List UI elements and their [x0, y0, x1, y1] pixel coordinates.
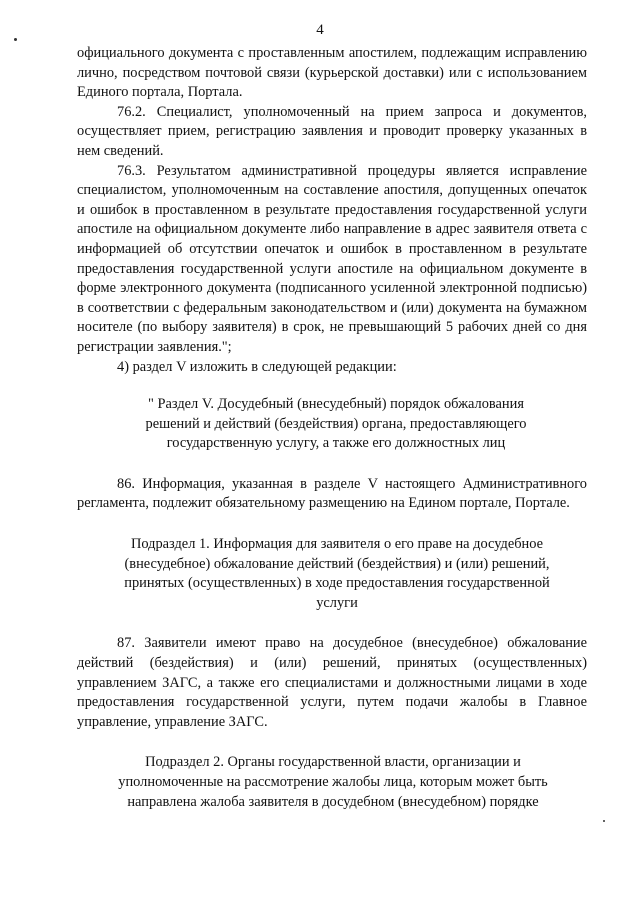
scan-speck [603, 820, 605, 822]
scan-speck [14, 38, 17, 41]
paragraph-86: 86. Информация, указанная в разделе V настоящего Административного регламента, подлежит обязательному размещению на Едином портале, Портале. [77, 475, 587, 512]
subsection-1-heading: Подраздел 1. Информация для заявителя о его праве на досудебное (внесудебное) обжалование действий (бездействия) и (или) решений, принятых (осуществленных) в ходе предоставления государственной услуги [124, 536, 550, 611]
page-number: 4 [316, 22, 324, 38]
document-body [77, 44, 587, 812]
paragraph-87: 87. Заявители имеют право на досудебное (внесудебное) обжалование действий (бездействия) и (или) решений, принятых (осуществленных) управлением ЗАГС, а также его специалистами и должностными лицами в ходе предоставления государственной услуги, путем подачи жалобы в Главное управление, управление ЗАГС. [77, 635, 587, 730]
paragraph-item-4: 4) раздел V изложить в следующей редакции: [117, 358, 397, 375]
paragraph-continuation: официального документа с проставленным апостилем, подлежащим исправлению лично, посредством почтовой связи (курьерской доставки) или с использованием Единого портала, Портала. [77, 45, 587, 101]
paragraph-76-2: 76.2. Специалист, уполномоченный на прием запроса и документов, осуществляет прием, регистрацию заявления и проводит проверку указанных в нем сведений. [77, 103, 587, 159]
section-v-heading: " Раздел V. Досудебный (внесудебный) порядок обжалования решений и действий (бездействия) органа, предоставляющего государственную услугу, а также его должностных лиц [145, 396, 527, 452]
paragraph-76-3: 76.3. Результатом административной процедуры является исправление специалистом, уполномоченным на составление апостиля, допущенных опечаток и ошибок в проставленном в результате предоставления государственной услуги апостиле на официальном документе либо направление в адрес заявителя ответа с информацией об отсутствии опечаток и ошибок в проставленном в результате предоставления государственной услуги апостиле на официальном документе в форме электронного документа (подписанного усиленной электронной подписью) в соответствии с федеральным законодательством и (или) документа на бумажном носителе (по выбору заявителя) в срок, не превышающий 5 рабочих дней со дня регистрации заявления."; [77, 162, 587, 355]
subsection-2-heading: Подраздел 2. Органы государственной власти, организации и уполномоченные на рассмотрение жалобы лица, которым может быть направлена жалоба заявителя в досудебном (внесудебном) порядке [118, 754, 548, 810]
